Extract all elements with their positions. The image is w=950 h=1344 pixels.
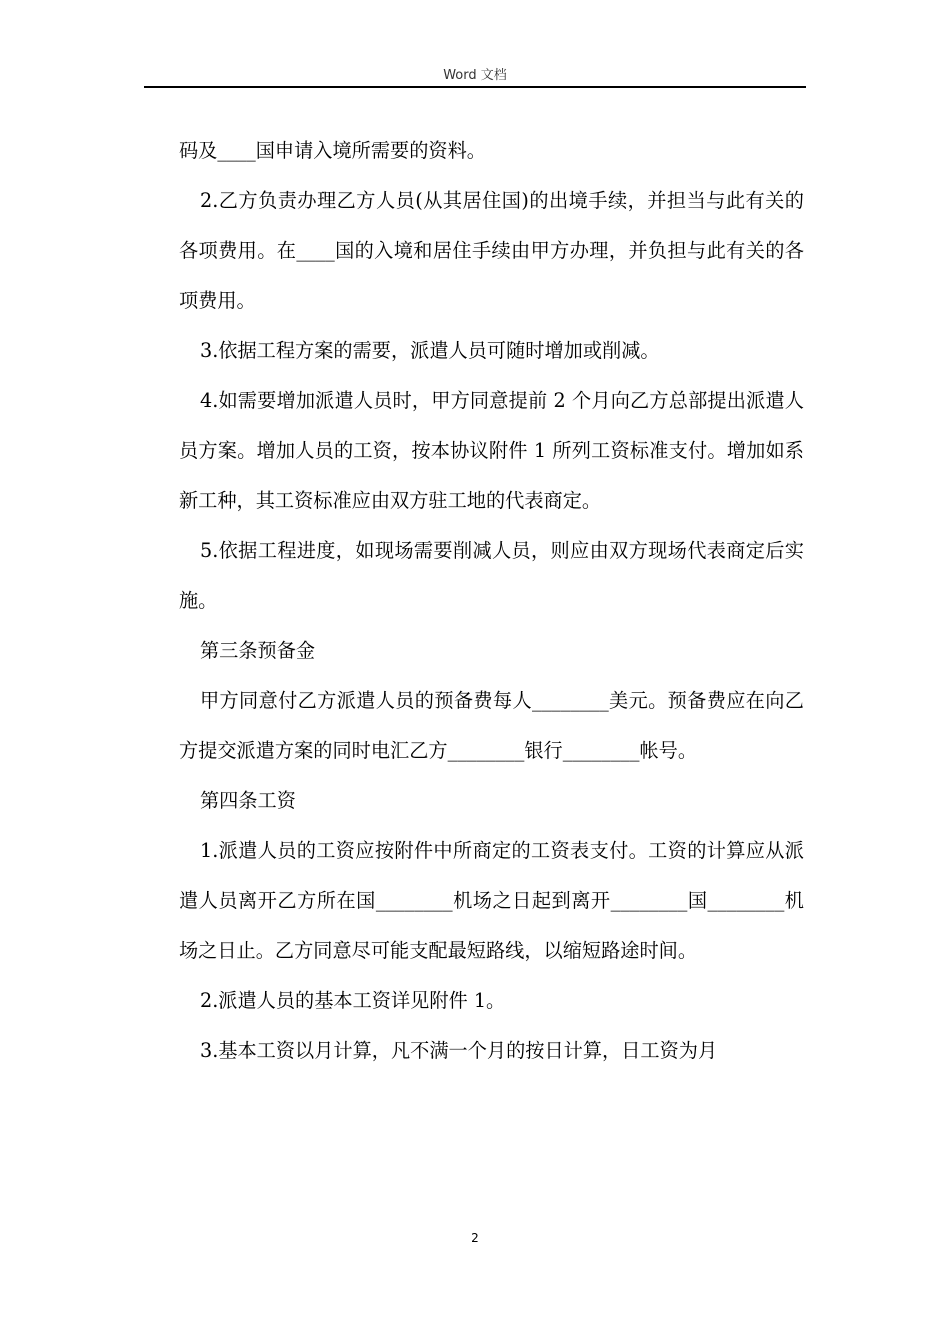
- paragraph: 5.依据工程进度，如现场需要削减人员，则应由双方现场代表商定后实施。: [179, 539, 804, 612]
- page-header: Word 文档: [443, 68, 507, 83]
- paragraph: 2.乙方负责办理乙方人员(从其居住国)的出境手续，并担当与此有关的各项费用。在____国的入境和居住手续由甲方办理，并负担与此有关的各项费用。: [179, 189, 804, 312]
- paragraph: 甲方同意付乙方派遣人员的预备费每人________美元。预备费应在向乙方提交派遣方案的同时电汇乙方________银行________帐号。: [179, 689, 804, 762]
- page-number: 2: [471, 1231, 479, 1245]
- paragraph: 3.基本工资以月计算，凡不满一个月的按日计算，日工资为月: [200, 1039, 718, 1062]
- section-heading: 第三条预备金: [200, 639, 316, 662]
- paragraph: 4.如需要增加派遣人员时，甲方同意提前 2 个月向乙方总部提出派遣人员方案。增加人员的工资，按本协议附件 1 所列工资标准支付。增加如系新工种，其工资标准应由双方驻工地的代表商定。: [179, 389, 804, 512]
- paragraph: 1.派遣人员的工资应按附件中所商定的工资表支付。工资的计算应从派遣人员离开乙方所在国________机场之日起到离开________国________机场之日止。乙方同意尽可能支配最短路线，以缩短路途时间。: [179, 839, 804, 962]
- paragraph: 2.派遣人员的基本工资详见附件 1。: [200, 989, 506, 1012]
- header-divider: [144, 86, 806, 88]
- paragraph: 码及____国申请入境所需要的资料。: [179, 139, 486, 162]
- document-body: [179, 126, 804, 1076]
- paragraph: 3.依据工程方案的需要，派遣人员可随时增加或削减。: [200, 339, 660, 362]
- section-heading: 第四条工资: [200, 789, 296, 812]
